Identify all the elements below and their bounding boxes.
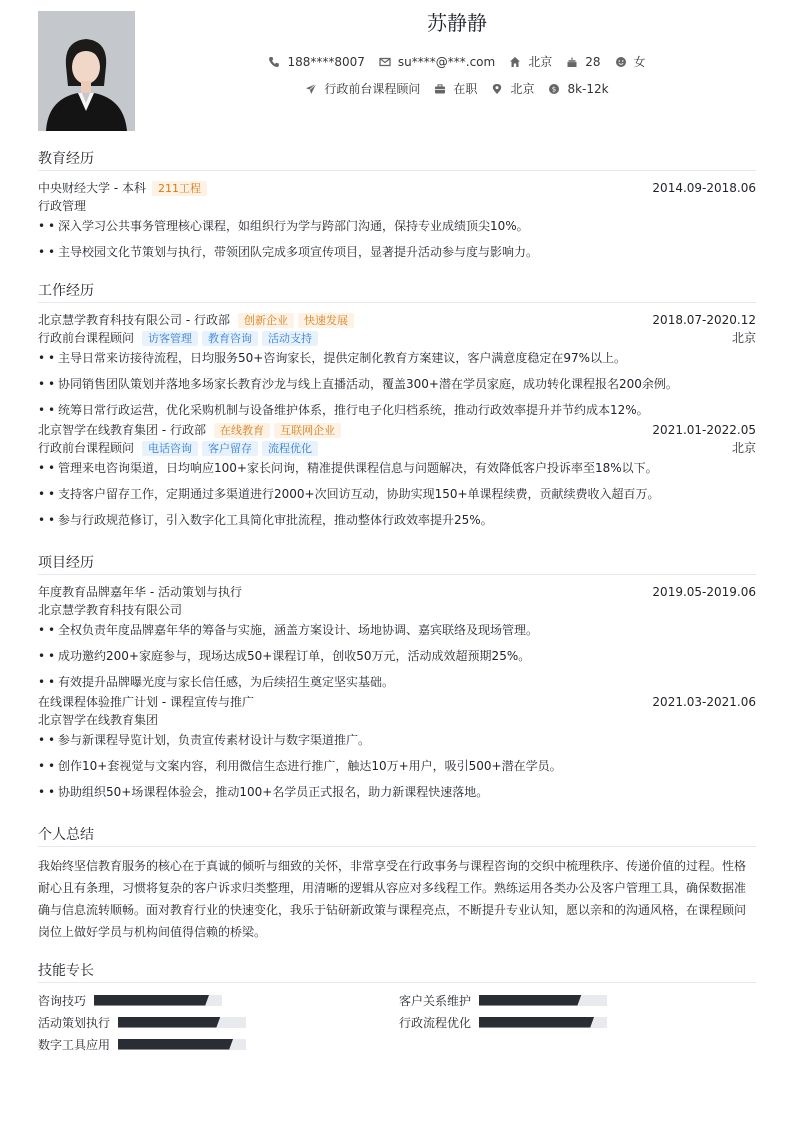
- svg-text:$: $: [552, 85, 557, 94]
- work-city: 北京: [731, 331, 756, 345]
- phone-item: 188****8007: [268, 55, 364, 69]
- bullet-item: • • 管理来电咨询渠道，日均响应100+家长问询，精准提供课程信息与问题解决，有效降低客户投诉率至18%以下。: [38, 461, 658, 475]
- skill-item: 活动策划执行: [38, 1013, 246, 1031]
- position-tag: 活动支持: [262, 331, 318, 346]
- company-tag: 在线教育: [214, 423, 270, 438]
- project-org: 北京慧学教育科技有限公司: [38, 603, 183, 617]
- company-tag: 互联网企业: [274, 423, 341, 438]
- date-range: 2021.01-2022.05: [652, 423, 756, 437]
- skill-bar: [94, 995, 222, 1006]
- school-tag: 211工程: [152, 181, 207, 196]
- company-name: 北京智学在线教育集团 - 行政部: [38, 423, 206, 437]
- project-entry: [38, 693, 756, 807]
- skill-bar: [479, 1017, 607, 1028]
- skill-bar: [118, 1017, 246, 1028]
- skill-item: 客户关系维护: [399, 991, 607, 1009]
- company-name: 北京慧学教育科技有限公司 - 行政部: [38, 313, 230, 327]
- work-section: [38, 282, 756, 535]
- gender-item: 女: [615, 53, 646, 70]
- section-title: 技能专长: [38, 962, 756, 983]
- skill-item: 行政流程优化: [399, 1013, 607, 1031]
- bullet-item: • • 成功邀约200+家庭参与，现场达成50+课程订单，创收50万元，活动成效超预期25%。: [38, 649, 531, 663]
- skill-item: 咨询技巧: [38, 991, 222, 1009]
- phone-icon: [268, 56, 280, 68]
- salary-item: $ 8k-12k: [548, 82, 608, 96]
- bullet-item: • • 统筹日常行政运营，优化采购机制与设备维护体系，推行电子化归档系统，推动行政效率提升并节约成本12%。: [38, 403, 649, 417]
- briefcase-icon: [434, 83, 446, 95]
- work-city: 北京: [731, 441, 756, 455]
- resume-page: [38, 11, 756, 1052]
- age-item: 28: [566, 55, 600, 69]
- education-entry: [38, 179, 756, 267]
- bullet-item: • • 支持客户留存工作，定期通过多渠道进行2000+次回访互动，协助实现150+单课程续费，贡献续费收入超百万。: [38, 487, 660, 501]
- summary-text: 我始终坚信教育服务的核心在于真诚的倾听与细致的关怀，非常享受在行政事务与课程咨询的交织中梳理秩序、传递价值的过程。性格 耐心且有条理，习惯将复杂的客户诉求归类整理，用清晰的逻辑从容应对多线程工作。熟练运用各类办公及客户管理工具，确保数据准 确与信息流转顺畅。面对教育行业的快速变化，我乐于钻研新政策与课程亮点，不断提升专业认知，愿以亲和的沟通风格，在课程顾问 岗位上做好学员与机构间值得信赖的桥梁。: [38, 859, 747, 939]
- skill-bar-fill: [118, 1017, 220, 1028]
- email-item: su****@***.com: [379, 55, 495, 69]
- bullet-item: • • 主导日常来访接待流程，日均服务50+咨询家长，提供定制化教育方案建议，客户满意度稳定在97%以上。: [38, 351, 626, 365]
- job-intent-row: [38, 80, 756, 97]
- skills-grid: [38, 991, 756, 1061]
- position-name: 行政前台课程顾问: [38, 331, 135, 345]
- bullet-item: • • 主导校园文化节策划与执行，带领团队完成多项宣传项目，显著提升活动参与度与影响力。: [38, 245, 539, 259]
- bullet-item: • • 创作10+套视觉与文案内容，利用微信生态进行推广，触达10万+用户，吸引500+潜在学员。: [38, 759, 562, 773]
- salary-icon: [548, 83, 560, 95]
- date-range: 2014.09-2018.06: [652, 181, 756, 195]
- date-range: 2021.03-2021.06: [652, 695, 756, 709]
- position-tag: 教育咨询: [202, 331, 258, 346]
- bullet-item: • • 有效提升品牌曝光度与家长信任感，为后续招生奠定坚实基础。: [38, 675, 395, 689]
- location-icon: [491, 83, 503, 95]
- target-position-item: 行政前台课程顾问: [305, 80, 420, 97]
- skill-bar-fill: [479, 1017, 594, 1028]
- target-city-item: 北京: [491, 80, 534, 97]
- school-name: 中央财经大学 - 本科: [38, 181, 146, 195]
- candidate-name: 苏静静: [427, 11, 487, 35]
- position-name: 行政前台课程顾问: [38, 441, 135, 455]
- section-title: 项目经历: [38, 554, 756, 575]
- job-status-item: 在职: [434, 80, 477, 97]
- gender-icon: [615, 56, 627, 68]
- skill-bar-fill: [94, 995, 209, 1006]
- section-title: 工作经历: [38, 282, 756, 303]
- position-tag: 电话咨询: [142, 441, 198, 456]
- section-title: 教育经历: [38, 150, 756, 171]
- bullet-item: • • 深入学习公共事务管理核心课程，如组织行为学与跨部门沟通，保持专业成绩顶尖10%。: [38, 219, 529, 233]
- skill-bar: [118, 1039, 246, 1050]
- bullet-item: • • 协同销售团队策划并落地多场家长教育沙龙与线上直播活动，覆盖300+潜在学员家庭，成功转化课程报名200余例。: [38, 377, 678, 391]
- home-icon: [509, 56, 521, 68]
- project-org: 北京智学在线教育集团: [38, 713, 159, 727]
- company-tag: 创新企业: [238, 313, 294, 328]
- cake-icon: [566, 56, 578, 68]
- mail-icon: [379, 56, 391, 68]
- skill-bar: [479, 995, 607, 1006]
- date-range: 2019.05-2019.06: [652, 585, 756, 599]
- skill-bar-fill: [479, 995, 581, 1006]
- resume-header: [38, 11, 756, 131]
- project-entry: [38, 583, 756, 693]
- major: 行政管理: [38, 199, 87, 213]
- skill-bar-fill: [118, 1039, 233, 1050]
- position-tag: 流程优化: [262, 441, 318, 456]
- section-title: 个人总结: [38, 826, 756, 847]
- date-range: 2018.07-2020.12: [652, 313, 756, 327]
- contact-row: [38, 53, 756, 70]
- project-name: 年度教育品牌嘉年华 - 活动策划与执行: [38, 585, 242, 599]
- position-tag: 访客管理: [142, 331, 198, 346]
- city-item: 北京: [509, 53, 552, 70]
- bullet-item: • • 参与新课程导览计划，负责宣传素材设计与数字渠道推广。: [38, 733, 371, 747]
- skill-item: 数字工具应用: [38, 1035, 246, 1053]
- send-icon: [305, 83, 317, 95]
- position-tag: 客户留存: [202, 441, 258, 456]
- work-entry: [38, 311, 756, 421]
- company-tag: 快速发展: [298, 313, 354, 328]
- project-name: 在线课程体验推广计划 - 课程宣传与推广: [38, 695, 254, 709]
- work-entry: [38, 421, 756, 535]
- education-section: [38, 150, 756, 267]
- bullet-item: • • 参与行政规范修订，引入数字化工具简化审批流程，推动整体行政效率提升25%。: [38, 513, 493, 527]
- projects-section: [38, 554, 756, 807]
- skills-section: [38, 962, 756, 1061]
- summary-section: [38, 826, 756, 943]
- bullet-item: • • 全权负责年度品牌嘉年华的筹备与实施，涵盖方案设计、场地协调、嘉宾联络及现场管理。: [38, 623, 539, 637]
- bullet-item: • • 协助组织50+场课程体验会，推动100+名学员正式报名，助力新课程快速落地。: [38, 785, 489, 799]
